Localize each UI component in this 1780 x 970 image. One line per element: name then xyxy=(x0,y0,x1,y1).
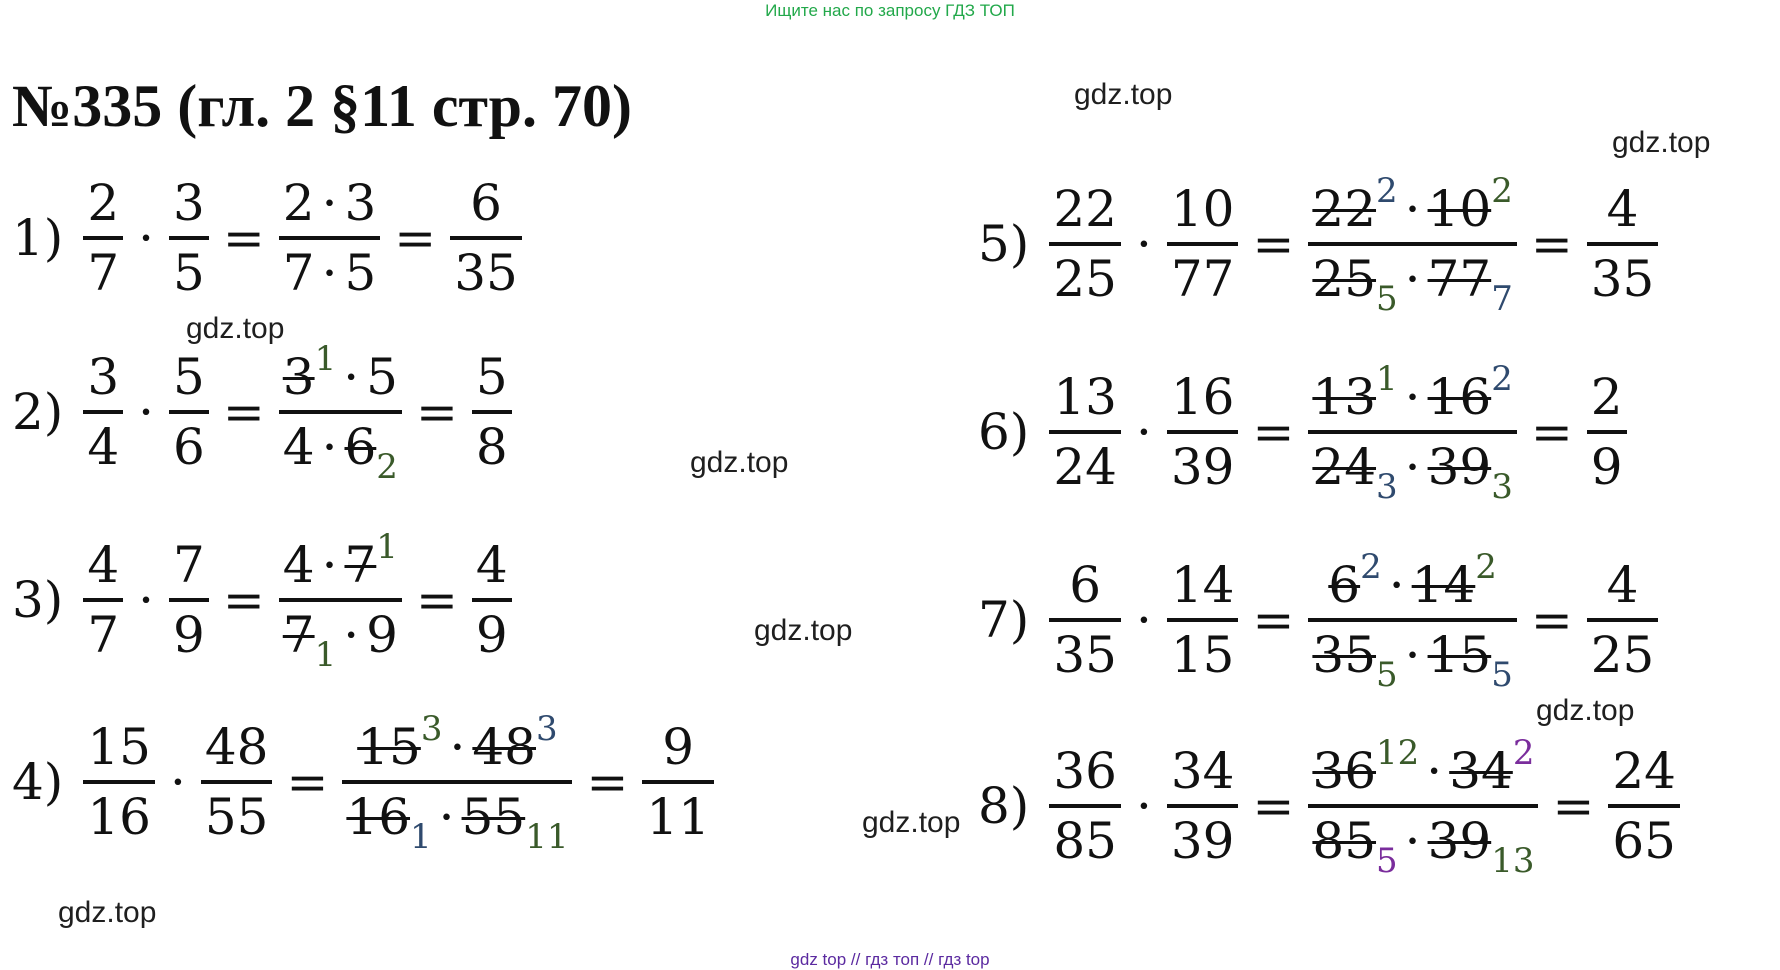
number: 15 xyxy=(1170,626,1235,684)
cancelled-number: 24 xyxy=(1312,438,1377,496)
denominator xyxy=(472,414,512,476)
multiply-dot: · xyxy=(343,606,360,664)
denominator xyxy=(83,784,155,846)
search-hint-banner: Ищите нас по запросу ГДЗ ТОП xyxy=(765,1,1015,20)
multiply-dot: · xyxy=(1404,368,1421,426)
number: 6 xyxy=(470,174,502,232)
number: 3 xyxy=(87,348,120,406)
multiply-dot: · xyxy=(169,753,186,811)
number: 35 xyxy=(1590,250,1655,308)
result-fraction xyxy=(642,718,714,846)
number: 9 xyxy=(1590,438,1623,496)
multiply-dot: · xyxy=(1135,215,1152,273)
denominator xyxy=(279,602,402,675)
watermark: gdz.top xyxy=(58,896,157,929)
numerator xyxy=(1049,180,1121,242)
numerator xyxy=(1308,171,1516,242)
number: 7 xyxy=(282,244,315,302)
denominator xyxy=(83,240,123,302)
fraction xyxy=(83,718,155,846)
denominator xyxy=(1167,622,1239,684)
multiply-dot: · xyxy=(321,418,338,476)
number: 36 xyxy=(1053,742,1117,800)
reduced-value: 2 xyxy=(1376,171,1398,211)
equals-sign: = xyxy=(1530,591,1573,649)
multiply-dot: · xyxy=(343,348,360,406)
reduced-value: 2 xyxy=(1360,547,1382,587)
numerator xyxy=(472,348,512,410)
denominator xyxy=(1049,246,1121,308)
factor xyxy=(283,418,315,476)
watermark: gdz.top xyxy=(690,446,789,479)
cancelled-number: 15 xyxy=(357,718,421,776)
watermark: gdz.top xyxy=(862,806,961,839)
reduced-value: 1 xyxy=(376,527,398,567)
reduced-value: 3 xyxy=(1491,467,1513,507)
factor xyxy=(1411,547,1497,614)
reduced-value: 5 xyxy=(1376,841,1398,881)
number: 4 xyxy=(282,536,315,594)
number: 3 xyxy=(173,174,205,232)
denominator xyxy=(1049,808,1121,870)
cancelled-number: 15 xyxy=(1427,626,1492,684)
denominator xyxy=(1167,246,1239,308)
numerator xyxy=(169,536,209,598)
cancelled-number: 39 xyxy=(1427,438,1492,496)
number: 4 xyxy=(282,418,315,476)
number: 6 xyxy=(173,418,205,476)
factor xyxy=(1312,250,1398,319)
result-fraction xyxy=(472,536,512,664)
denominator xyxy=(169,240,209,302)
footer-links: gdz top // гдз топ // гдз top xyxy=(790,950,990,969)
numerator xyxy=(1308,359,1516,430)
fraction xyxy=(1167,180,1239,308)
fraction xyxy=(1049,368,1121,496)
fraction xyxy=(169,174,209,302)
problem-number: 1) xyxy=(12,209,64,267)
equals-sign: = xyxy=(1530,215,1573,273)
numerator xyxy=(169,348,209,410)
number: 48 xyxy=(204,718,269,776)
factor xyxy=(461,788,569,857)
number: 34 xyxy=(1170,742,1235,800)
factor xyxy=(366,606,398,664)
multiply-dot: · xyxy=(321,536,338,594)
cancellation-fraction xyxy=(342,709,572,857)
number: 22 xyxy=(1053,180,1117,238)
number: 13 xyxy=(1053,368,1117,426)
denominator xyxy=(1587,622,1659,684)
number: 2 xyxy=(282,174,315,232)
numerator xyxy=(1608,742,1680,804)
number: 9 xyxy=(366,606,398,664)
multiply-dot: · xyxy=(1135,403,1152,461)
cancellation-fraction xyxy=(1308,171,1516,319)
number: 14 xyxy=(1170,556,1235,614)
multiply-dot: · xyxy=(1404,626,1421,684)
number: 24 xyxy=(1053,438,1117,496)
number: 4 xyxy=(1606,180,1639,238)
numerator xyxy=(1167,742,1239,804)
denominator xyxy=(83,414,123,476)
problem-7 xyxy=(978,547,1666,695)
numerator xyxy=(1308,733,1538,804)
equals-sign: = xyxy=(586,753,629,811)
cancelled-number: 7 xyxy=(282,606,315,664)
numerator xyxy=(472,536,512,598)
denominator xyxy=(1167,434,1239,496)
result-fraction xyxy=(472,348,512,476)
cancelled-number: 85 xyxy=(1312,812,1377,870)
fraction xyxy=(1167,556,1239,684)
number: 15 xyxy=(87,718,151,776)
multiply-dot: · xyxy=(1404,812,1421,870)
problem-3 xyxy=(12,527,520,675)
number: 9 xyxy=(173,606,205,664)
problem-number: 7) xyxy=(978,591,1030,649)
cancelled-number: 48 xyxy=(472,718,536,776)
problem-number: 2) xyxy=(12,383,64,441)
factor xyxy=(344,527,398,594)
denominator xyxy=(1308,246,1516,319)
cancellation-fraction xyxy=(279,339,402,487)
number: 2 xyxy=(1590,368,1623,426)
number: 8 xyxy=(475,418,508,476)
denominator xyxy=(642,784,714,846)
fraction xyxy=(1049,742,1121,870)
factor xyxy=(1449,733,1535,800)
number: 7 xyxy=(87,606,120,664)
number: 5 xyxy=(173,348,205,406)
denominator xyxy=(279,240,381,302)
factor xyxy=(1312,359,1398,426)
number: 5 xyxy=(366,348,398,406)
multiply-dot: · xyxy=(321,174,338,232)
reduced-value: 5 xyxy=(1376,655,1398,695)
factor xyxy=(283,174,315,232)
problem-number: 3) xyxy=(12,571,64,629)
number: 4 xyxy=(87,418,120,476)
numerator xyxy=(1167,180,1239,242)
equals-sign: = xyxy=(222,209,265,267)
fraction xyxy=(169,348,209,476)
number: 24 xyxy=(1612,742,1676,800)
factor xyxy=(344,174,376,232)
multiply-dot: · xyxy=(138,383,155,441)
numerator xyxy=(83,348,123,410)
cancelled-number: 22 xyxy=(1312,180,1377,238)
number: 25 xyxy=(1590,626,1655,684)
numerator xyxy=(1587,368,1627,430)
cancellation-fraction xyxy=(1308,359,1516,507)
number: 39 xyxy=(1170,438,1235,496)
cancelled-number: 10 xyxy=(1427,180,1492,238)
denominator xyxy=(1308,434,1516,507)
reduced-value: 3 xyxy=(536,709,558,749)
multiply-dot: · xyxy=(1404,438,1421,496)
multiply-dot: · xyxy=(1404,180,1421,238)
number: 39 xyxy=(1170,812,1235,870)
reduced-value: 2 xyxy=(376,447,398,487)
number: 6 xyxy=(1069,556,1102,614)
problem-4 xyxy=(12,709,722,857)
numerator xyxy=(1049,368,1121,430)
fraction xyxy=(1167,368,1239,496)
number: 4 xyxy=(87,536,120,594)
numerator xyxy=(1603,556,1643,618)
factor xyxy=(282,339,337,406)
numerator xyxy=(201,718,273,780)
factor xyxy=(1312,733,1420,800)
multiply-dot: · xyxy=(138,571,155,629)
numerator xyxy=(353,709,561,780)
fraction xyxy=(83,174,123,302)
reduced-value: 3 xyxy=(420,709,443,749)
result-fraction xyxy=(1587,368,1627,496)
fraction xyxy=(83,536,123,664)
equals-sign: = xyxy=(415,383,458,441)
numerator xyxy=(1049,742,1121,804)
multiply-dot: · xyxy=(449,718,466,776)
numerator xyxy=(279,339,402,410)
result-fraction xyxy=(450,174,522,302)
cancelled-number: 77 xyxy=(1427,250,1492,308)
equals-sign: = xyxy=(1530,403,1573,461)
factor xyxy=(346,788,432,857)
number: 4 xyxy=(1606,556,1639,614)
denominator xyxy=(1587,246,1659,308)
fraction xyxy=(83,348,123,476)
numerator xyxy=(83,174,123,236)
numerator xyxy=(1603,180,1643,242)
problem-2 xyxy=(12,339,520,487)
multiply-dot: · xyxy=(1135,777,1152,835)
number: 16 xyxy=(1170,368,1235,426)
multiply-dot: · xyxy=(138,209,155,267)
factor xyxy=(1427,250,1513,319)
multiply-dot: · xyxy=(438,788,455,846)
equals-sign: = xyxy=(222,383,265,441)
number: 9 xyxy=(475,606,508,664)
factor xyxy=(1312,171,1398,238)
reduced-value: 2 xyxy=(1512,733,1535,773)
equals-sign: = xyxy=(1252,215,1295,273)
reduced-value: 5 xyxy=(1491,655,1513,695)
multiply-dot: · xyxy=(1388,556,1405,614)
denominator xyxy=(342,784,572,857)
number: 85 xyxy=(1053,812,1117,870)
problem-number: 8) xyxy=(978,777,1030,835)
cancelled-number: 34 xyxy=(1449,742,1513,800)
result-fraction xyxy=(1608,742,1680,870)
factor xyxy=(1427,171,1513,238)
cancellation-fraction xyxy=(279,527,402,675)
reduced-value: 1 xyxy=(314,635,337,675)
multiply-dot: · xyxy=(1135,591,1152,649)
cancelled-number: 6 xyxy=(1328,556,1361,614)
problem-5 xyxy=(978,171,1666,319)
reduced-value: 2 xyxy=(1491,171,1513,211)
numerator xyxy=(466,174,506,236)
cancelled-number: 6 xyxy=(344,418,377,476)
problem-number: 4) xyxy=(12,753,64,811)
number: 9 xyxy=(662,718,695,776)
reduced-value: 2 xyxy=(1491,359,1513,399)
watermark: gdz.top xyxy=(1612,126,1711,159)
cancelled-number: 7 xyxy=(344,536,377,594)
number: 35 xyxy=(454,244,518,302)
number: 55 xyxy=(204,788,269,846)
denominator xyxy=(83,602,123,664)
problem-6 xyxy=(978,359,1635,507)
reduced-value: 1 xyxy=(314,339,337,379)
factor xyxy=(357,709,443,776)
page-title: №335 (гл. 2 §11 стр. 70) xyxy=(12,73,633,139)
equals-sign: = xyxy=(1252,403,1295,461)
number: 2 xyxy=(87,174,120,232)
number: 65 xyxy=(1612,812,1676,870)
problem-1 xyxy=(12,174,530,302)
factor xyxy=(1427,812,1535,881)
problem-number: 6) xyxy=(978,403,1030,461)
fraction xyxy=(169,536,209,664)
result-fraction xyxy=(1587,180,1659,308)
denominator xyxy=(1308,622,1516,695)
reduced-value: 1 xyxy=(410,817,432,857)
denominator xyxy=(1308,808,1538,881)
denominator xyxy=(201,784,273,846)
number: 77 xyxy=(1170,250,1235,308)
numerator xyxy=(1167,556,1239,618)
cancelled-number: 3 xyxy=(282,348,315,406)
numerator xyxy=(279,527,402,598)
number: 5 xyxy=(475,348,508,406)
reduced-value: 1 xyxy=(1376,359,1398,399)
factor xyxy=(283,244,315,302)
fraction xyxy=(1049,180,1121,308)
number: 7 xyxy=(173,536,205,594)
factor xyxy=(1312,812,1398,881)
denominator xyxy=(169,602,209,664)
equals-sign: = xyxy=(1252,777,1295,835)
factor xyxy=(366,348,398,406)
problem-8 xyxy=(978,733,1688,881)
denominator xyxy=(169,414,209,476)
result-fraction xyxy=(1587,556,1659,684)
factor xyxy=(1312,626,1398,695)
watermark: gdz.top xyxy=(1074,78,1173,111)
number: 10 xyxy=(1170,180,1235,238)
fraction xyxy=(1049,556,1121,684)
cancelled-number: 55 xyxy=(461,788,526,846)
numerator xyxy=(279,174,381,236)
reduced-value: 7 xyxy=(1491,279,1513,319)
cancelled-number: 39 xyxy=(1427,812,1492,870)
cancellation-fraction xyxy=(1308,733,1538,881)
numerator xyxy=(1167,368,1239,430)
factor xyxy=(1427,626,1513,695)
cancelled-number: 16 xyxy=(1427,368,1492,426)
multiply-dot: · xyxy=(1426,742,1443,800)
number: 5 xyxy=(173,244,205,302)
numerator xyxy=(1324,547,1501,618)
denominator xyxy=(1608,808,1680,870)
denominator xyxy=(450,240,522,302)
fraction xyxy=(1167,742,1239,870)
watermark: gdz.top xyxy=(1536,694,1635,727)
equals-sign: = xyxy=(1252,591,1295,649)
numerator xyxy=(83,718,155,780)
problem-number: 5) xyxy=(978,215,1030,273)
factor xyxy=(1312,438,1398,507)
fraction xyxy=(201,718,273,846)
watermark: gdz.top xyxy=(186,312,285,345)
cancelled-number: 25 xyxy=(1312,250,1377,308)
denominator xyxy=(1049,434,1121,496)
factor xyxy=(344,244,376,302)
numerator xyxy=(169,174,209,236)
number: 25 xyxy=(1053,250,1117,308)
cancelled-number: 36 xyxy=(1312,742,1377,800)
denominator xyxy=(1167,808,1239,870)
multiply-dot: · xyxy=(321,244,338,302)
number: 7 xyxy=(87,244,120,302)
factor xyxy=(344,418,398,487)
factor xyxy=(1427,438,1513,507)
numerator xyxy=(658,718,698,780)
number: 3 xyxy=(344,174,377,232)
watermark: gdz.top xyxy=(754,614,853,647)
reduced-value: 5 xyxy=(1376,279,1398,319)
number: 5 xyxy=(344,244,377,302)
reduced-value: 12 xyxy=(1376,733,1420,773)
number: 16 xyxy=(87,788,151,846)
equals-sign: = xyxy=(415,571,458,629)
number: 35 xyxy=(1053,626,1117,684)
multiply-dot: · xyxy=(1404,250,1421,308)
equals-sign: = xyxy=(394,209,437,267)
equals-sign: = xyxy=(286,753,329,811)
cancelled-number: 13 xyxy=(1312,368,1377,426)
cancellation-fraction xyxy=(279,174,381,302)
cancelled-number: 16 xyxy=(346,788,411,846)
reduced-value: 3 xyxy=(1376,467,1398,507)
equals-sign: = xyxy=(1552,777,1595,835)
factor xyxy=(1328,547,1382,614)
numerator xyxy=(1065,556,1105,618)
number: 4 xyxy=(475,536,508,594)
factor xyxy=(1427,359,1513,426)
factor xyxy=(283,536,315,594)
cancellation-fraction xyxy=(1308,547,1516,695)
numerator xyxy=(83,536,123,598)
reduced-value: 11 xyxy=(525,817,569,857)
denominator xyxy=(279,414,402,487)
factor xyxy=(472,709,558,776)
denominator xyxy=(472,602,512,664)
reduced-value: 2 xyxy=(1475,547,1497,587)
factor xyxy=(282,606,337,675)
equals-sign: = xyxy=(222,571,265,629)
denominator xyxy=(1587,434,1627,496)
denominator xyxy=(1049,622,1121,684)
reduced-value: 13 xyxy=(1491,841,1535,881)
cancelled-number: 35 xyxy=(1312,626,1377,684)
cancelled-number: 14 xyxy=(1411,556,1476,614)
number: 11 xyxy=(646,788,710,846)
